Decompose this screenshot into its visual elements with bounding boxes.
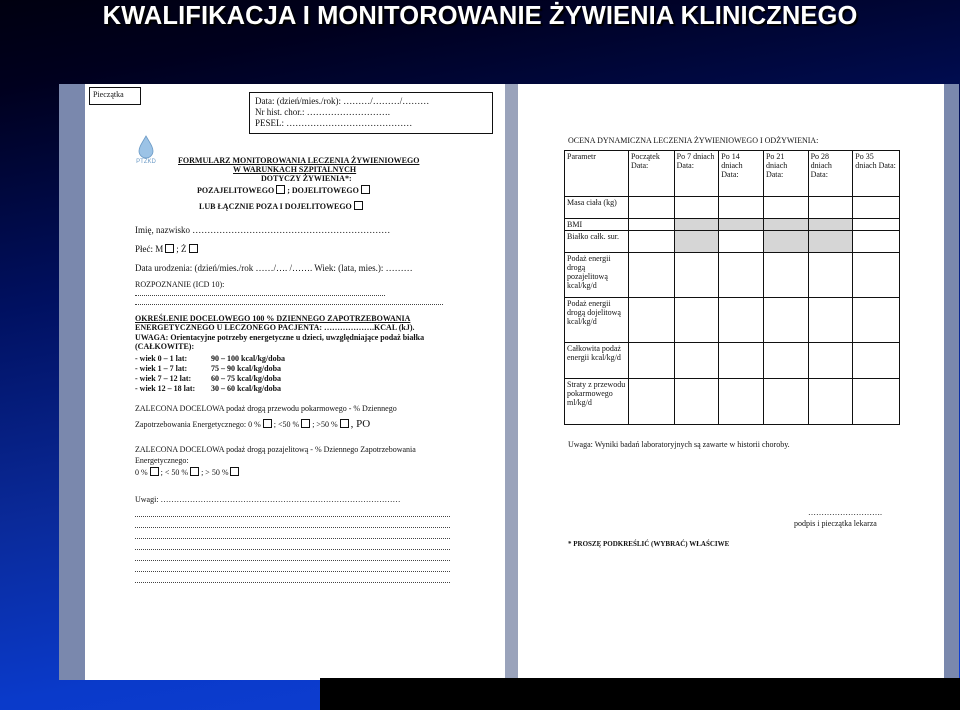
parenteral-gt50-label: ; > 50 %: [201, 468, 229, 477]
col-header: Po 28 dniach Data:: [808, 151, 853, 197]
logo-text: PTŻKD: [136, 159, 156, 164]
parenteral-lt50-label: ; < 50 %: [160, 468, 189, 477]
header-history-number: Nr hist. chor.: ……………………….: [255, 107, 390, 117]
table-cell[interactable]: [853, 379, 900, 425]
row-label: BMI: [565, 219, 629, 231]
table-cell[interactable]: [628, 253, 674, 298]
assessment-note: Uwaga: Wyniki badań laboratoryjnych są zawarte w historii choroby.: [568, 440, 790, 449]
remarks-line: [135, 548, 450, 550]
table-cell[interactable]: [628, 343, 674, 379]
sex-male-label: Płeć: M: [135, 244, 164, 254]
combined-checkbox[interactable]: [354, 201, 363, 210]
footnote: * PROSZĘ PODKREŚLIĆ (WYBRAĆ) WŁAŚCIWE: [568, 540, 730, 548]
form-page-left: [85, 84, 505, 680]
table-cell[interactable]: [808, 253, 853, 298]
signature-line: ……………………….: [808, 508, 882, 517]
diagnosis-label: ROZPOZNANIE (ICD 10):: [135, 280, 225, 289]
diagnosis-line-1: [135, 294, 385, 296]
table-row: [565, 219, 900, 231]
oral-gt50-checkbox[interactable]: [340, 419, 349, 428]
parenteral-checkbox[interactable]: [276, 185, 285, 194]
table-cell[interactable]: [719, 298, 764, 343]
table-cell[interactable]: [808, 219, 853, 231]
form-title-line-1: FORMULARZ MONITOROWANIA LECZENIA ŻYWIENIOWEGO: [178, 156, 420, 165]
table-cell[interactable]: [808, 343, 853, 379]
assessment-title: OCENA DYNAMICZNA LECZENIA ŻYWIENIOWEGO I ODŻYWIENIA:: [568, 136, 819, 145]
note-line-1: UWAGA: Orientacyjne potrzeby energetyczne u dzieci, uwzględniające podaż białka: [135, 333, 425, 342]
table-cell[interactable]: [719, 231, 764, 253]
option-parenteral-label: POZAJELITOWEGO: [197, 186, 275, 195]
target-energy-line-2: ENERGETYCZNEGO U LECZONEGO PACJENTA: ……………….KCAL (kJ).: [135, 323, 415, 332]
col-header: Po 35 dniach Data:: [853, 151, 900, 197]
table-cell[interactable]: [674, 219, 719, 231]
table-cell[interactable]: [674, 379, 719, 425]
table-cell[interactable]: [628, 197, 674, 219]
table-cell[interactable]: [719, 343, 764, 379]
table-cell[interactable]: [763, 219, 808, 231]
table-cell[interactable]: [763, 379, 808, 425]
parenteral-options: [135, 467, 241, 477]
row-label: Białko całk. sur.: [565, 231, 629, 253]
note-line-2: (CAŁKOWITE):: [135, 342, 195, 351]
age-range-4-value: 30 – 60 kcal/kg/doba: [211, 384, 282, 393]
oral-lt50-checkbox[interactable]: [301, 419, 310, 428]
sex-female-label: ; Ż: [176, 244, 187, 254]
table-cell[interactable]: [674, 343, 719, 379]
form-page-right: [518, 84, 944, 680]
table-cell[interactable]: [719, 197, 764, 219]
signature-label: podpis i pieczątka lekarza: [794, 519, 877, 528]
table-cell[interactable]: [853, 197, 900, 219]
form-option-line-1: [197, 185, 372, 195]
row-label: Całkowita podaż energii kcal/kg/d: [565, 343, 629, 379]
age-range-3-age: - wiek 7 – 12 lat:: [135, 374, 192, 383]
remarks-line: [135, 581, 450, 583]
table-row: [565, 253, 900, 298]
option-enteral-label: ; DOJELITOWEGO: [287, 186, 359, 195]
diagnosis-line-2: [135, 303, 443, 305]
form-title-line-2: W WARUNKACH SZPITALNYCH: [233, 165, 357, 174]
parenteral-line-1: ZALECONA DOCELOWA podaż drogą pozajelitową - % Dziennego Zapotrzebowania: [135, 445, 416, 454]
table-cell[interactable]: [674, 298, 719, 343]
age-range-1-value: 90 – 100 kcal/kg/doba: [211, 354, 286, 363]
table-header-row: [565, 151, 900, 197]
table-cell[interactable]: [719, 253, 764, 298]
table-cell[interactable]: [808, 231, 853, 253]
option-combined-label: LUB ŁĄCZNIE POZA I DOJELITOWEGO: [199, 202, 352, 211]
table-cell[interactable]: [853, 231, 900, 253]
table-row: [565, 379, 900, 425]
oral-0-label: Zapotrzebowania Energetycznego: 0 %: [135, 420, 261, 429]
parenteral-line-2: Energetycznego:: [135, 456, 189, 465]
enteral-checkbox[interactable]: [361, 185, 370, 194]
col-header: Po 7 dniach Data:: [674, 151, 719, 197]
table-row: [565, 197, 900, 219]
parenteral-0-checkbox[interactable]: [150, 467, 159, 476]
remarks-line: [135, 537, 450, 539]
table-cell[interactable]: [853, 219, 900, 231]
table-cell[interactable]: [719, 379, 764, 425]
remarks-label: Uwagi: ………………………………………………………………………………: [135, 495, 401, 504]
table-cell[interactable]: [628, 298, 674, 343]
document-frame: [59, 84, 959, 680]
remarks-line: [135, 515, 450, 517]
age-range-3-value: 60 – 75 kcal/kg/doba: [211, 374, 282, 383]
age-range-2-value: 75 – 90 kcal/kg/doba: [211, 364, 282, 373]
oral-line-1: ZALECONA DOCELOWA podaż drogą przewodu pokarmowego - % Dziennego: [135, 404, 397, 413]
table-cell[interactable]: [763, 298, 808, 343]
oral-lt50-label: ; <50 %: [273, 420, 300, 429]
table-cell[interactable]: [674, 197, 719, 219]
table-cell[interactable]: [719, 219, 764, 231]
target-energy-line-1: OKREŚLENIE DOCELOWEGO 100 % DZIENNEGO ZAPOTRZEBOWANIA: [135, 314, 411, 323]
row-label: Masa ciała (kg): [565, 197, 629, 219]
table-row: [565, 343, 900, 379]
assessment-table: [564, 150, 900, 425]
oral-line-2: [135, 419, 370, 429]
stamp-box: Pieczątka: [89, 87, 141, 105]
header-date: Data: (dzień/mies./rok): ………/………/………: [255, 96, 430, 106]
col-header: Po 14 dniach Data:: [719, 151, 764, 197]
form-title-line-3: DOTYCZY ŻYWIENIA*:: [261, 174, 352, 183]
row-label: Podaż energii drogą pozajelitową kcal/kg/d: [565, 253, 629, 298]
birth-date-field: Data urodzenia: (dzień/mies./rok ……/…. /……. Wiek: (lata, mies.): ………: [135, 263, 413, 273]
table-cell[interactable]: [628, 231, 674, 253]
table-cell[interactable]: [628, 219, 674, 231]
table-cell[interactable]: [763, 343, 808, 379]
bottom-black-bar: [320, 678, 960, 710]
remarks-line: [135, 559, 450, 561]
page-gutter: [505, 84, 518, 680]
table-cell[interactable]: [763, 253, 808, 298]
table-cell[interactable]: [763, 231, 808, 253]
table-cell[interactable]: [628, 379, 674, 425]
table-cell[interactable]: [674, 253, 719, 298]
table-cell[interactable]: [808, 298, 853, 343]
oral-gt50-label: ; >50 %: [312, 420, 338, 429]
table-cell[interactable]: [853, 253, 900, 298]
name-field: Imię, nazwisko …………………………………………………………: [135, 225, 391, 235]
row-label: Straty z przewodu pokarmowego ml/kg/d: [565, 379, 629, 425]
table-cell[interactable]: [808, 197, 853, 219]
parenteral-lt50-checkbox[interactable]: [190, 467, 199, 476]
header-pesel: PESEL: ……………………………………: [255, 118, 413, 128]
table-cell[interactable]: [763, 197, 808, 219]
col-header: Początek Data:: [628, 151, 674, 197]
sex-field: [135, 244, 200, 254]
slide-title: KWALIFIKACJA I MONITOROWANIE ŻYWIENIA KLINICZNEGO: [102, 2, 858, 30]
table-row: [565, 231, 900, 253]
remarks-line: [135, 570, 450, 572]
parenteral-0-label: 0 %: [135, 468, 148, 477]
col-header: Parametr: [565, 151, 629, 197]
table-cell[interactable]: [674, 231, 719, 253]
table-cell[interactable]: [853, 298, 900, 343]
table-cell[interactable]: [808, 379, 853, 425]
row-label: Podaż energii drogą dojelitową kcal/kg/d: [565, 298, 629, 343]
age-range-4-age: - wiek 12 – 18 lat:: [135, 384, 196, 393]
oral-po-label: , PO: [350, 418, 371, 430]
sex-female-checkbox[interactable]: [189, 244, 198, 253]
age-range-2-age: - wiek 1 – 7 lat:: [135, 364, 188, 373]
parenteral-gt50-checkbox[interactable]: [230, 467, 239, 476]
age-range-1-age: - wiek 0 – 1 lat:: [135, 354, 188, 363]
form-option-line-2: [199, 201, 365, 211]
ptzkd-logo-icon: [131, 134, 161, 164]
table-cell[interactable]: [853, 343, 900, 379]
patient-header-box: [249, 92, 493, 134]
oral-0-checkbox[interactable]: [263, 419, 272, 428]
col-header: Po 21 dniach Data:: [763, 151, 808, 197]
sex-male-checkbox[interactable]: [165, 244, 174, 253]
table-row: [565, 298, 900, 343]
remarks-line: [135, 526, 450, 528]
